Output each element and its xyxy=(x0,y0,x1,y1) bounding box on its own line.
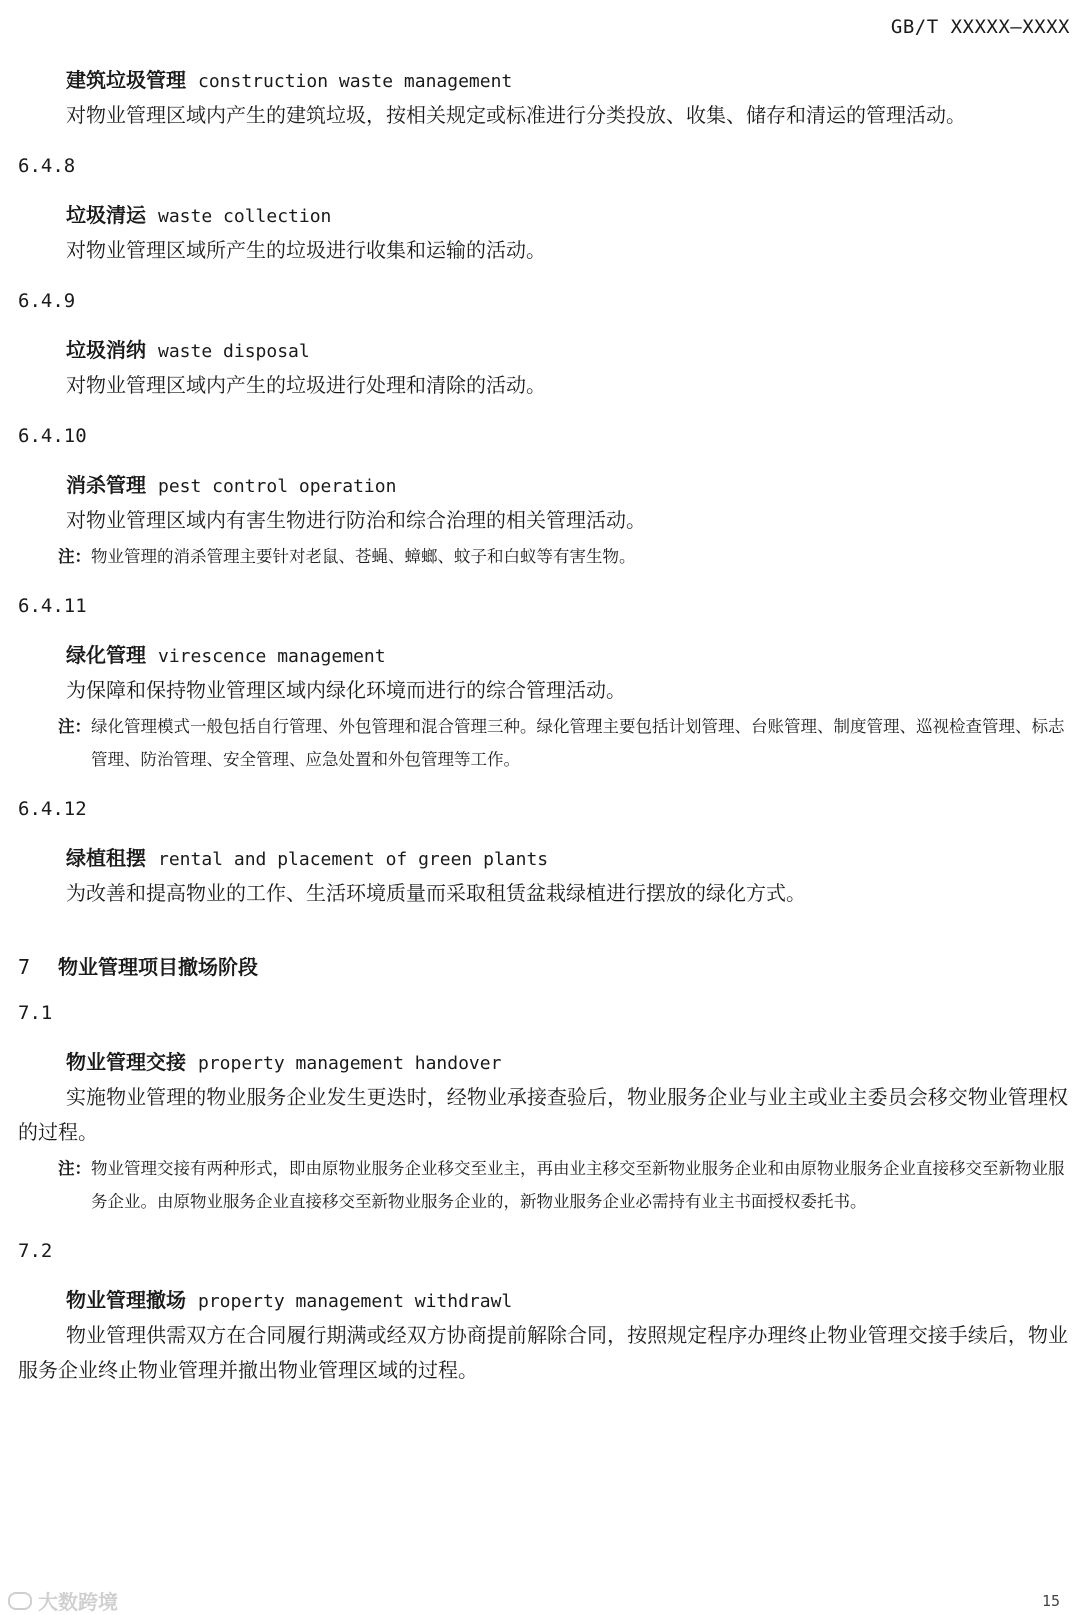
term-english: waste disposal xyxy=(158,341,310,362)
term-heading xyxy=(18,334,1068,368)
term-chinese: 垃圾清运 xyxy=(66,203,146,227)
term-heading xyxy=(18,64,1068,98)
term-chinese: 物业管理撤场 xyxy=(66,1288,186,1312)
term-entry xyxy=(18,595,1068,776)
note-text: 绿化管理模式一般包括自行管理、外包管理和混合管理三种。绿化管理主要包括计划管理、台账管理、制度管理、巡视检查管理、标志管理、防治管理、安全管理、应急处置和外包管理等工作。 xyxy=(91,717,1065,769)
term-definition: 实施物业管理的物业服务企业发生更迭时，经物业承接查验后，物业服务企业与业主或业主委员会移交物业管理权的过程。 xyxy=(18,1085,1068,1144)
term-entry xyxy=(18,798,1068,911)
term-chinese: 绿化管理 xyxy=(66,643,146,667)
term-entry xyxy=(18,290,1068,403)
clause-number: 6.4.12 xyxy=(18,798,87,820)
note-label: 注： xyxy=(58,1159,91,1178)
watermark-logo xyxy=(8,1586,118,1615)
term-heading xyxy=(18,1284,1068,1318)
note-text: 物业管理的消杀管理主要针对老鼠、苍蝇、蟑螂、蚊子和白蚁等有害生物。 xyxy=(91,547,636,566)
term-chinese: 消杀管理 xyxy=(66,473,146,497)
term-note xyxy=(18,540,1068,573)
page-number: 15 xyxy=(1041,1592,1060,1610)
term-heading xyxy=(18,199,1068,233)
watermark-text: 大数跨境 xyxy=(38,1590,118,1614)
term-entry xyxy=(18,1002,1068,1218)
term-definition: 为改善和提高物业的工作、生活环境质量而采取租赁盆栽绿植进行摆放的绿化方式。 xyxy=(66,881,806,905)
term-definition: 对物业管理区域所产生的垃圾进行收集和运输的活动。 xyxy=(66,238,546,262)
term-definition: 对物业管理区域内产生的垃圾进行处理和清除的活动。 xyxy=(66,373,546,397)
term-note xyxy=(18,1152,1068,1218)
document-body xyxy=(18,64,1068,1388)
term-entry xyxy=(18,64,1068,133)
section-number: 7 xyxy=(18,955,31,979)
term-chinese: 垃圾消纳 xyxy=(66,338,146,362)
term-english: waste collection xyxy=(158,206,332,227)
term-definition: 物业管理供需双方在合同履行期满或经双方协商提前解除合同，按照规定程序办理终止物业管理交接手续后，物业服务企业终止物业管理并撤出物业管理区域的过程。 xyxy=(18,1323,1068,1382)
term-heading xyxy=(18,469,1068,503)
clause-number: 6.4.8 xyxy=(18,155,76,177)
term-chinese: 建筑垃圾管理 xyxy=(66,68,186,92)
term-heading xyxy=(18,1046,1068,1080)
term-definition: 为保障和保持物业管理区域内绿化环境而进行的综合管理活动。 xyxy=(66,678,626,702)
term-english: construction waste management xyxy=(198,71,513,92)
standard-code-header: GB/T XXXXX—XXXX xyxy=(890,16,1070,38)
term-english: pest control operation xyxy=(158,476,397,497)
term-entry xyxy=(18,425,1068,573)
term-heading xyxy=(18,842,1068,876)
term-heading xyxy=(18,639,1068,673)
term-definition: 对物业管理区域内产生的建筑垃圾，按相关规定或标准进行分类投放、收集、储存和清运的管理活动。 xyxy=(66,103,966,127)
section-heading xyxy=(18,951,1068,980)
term-note xyxy=(18,710,1068,776)
note-label: 注： xyxy=(58,717,91,736)
clause-number: 7.2 xyxy=(18,1240,53,1262)
clause-number: 6.4.9 xyxy=(18,290,76,312)
term-definition: 对物业管理区域内有害生物进行防治和综合治理的相关管理活动。 xyxy=(66,508,646,532)
term-entry xyxy=(18,155,1068,268)
note-label: 注： xyxy=(58,547,91,566)
term-english: property management handover xyxy=(198,1053,502,1074)
clause-number: 6.4.10 xyxy=(18,425,87,447)
term-chinese: 绿植租摆 xyxy=(66,846,146,870)
term-entry xyxy=(18,1240,1068,1388)
watermark-icon xyxy=(8,1592,32,1610)
term-english: property management withdrawl xyxy=(198,1291,513,1312)
note-text: 物业管理交接有两种形式，即由原物业服务企业移交至业主，再由业主移交至新物业服务企业和由原物业服务企业直接移交至新物业服务企业。由原物业服务企业直接移交至新物业服务企业的，新物业服务企业必需持有业主书面授权委托书。 xyxy=(91,1159,1065,1211)
term-english: rental and placement of green plants xyxy=(158,849,549,870)
clause-number: 6.4.11 xyxy=(18,595,87,617)
term-chinese: 物业管理交接 xyxy=(66,1050,186,1074)
section-title: 物业管理项目撤场阶段 xyxy=(58,955,259,979)
clause-number: 7.1 xyxy=(18,1002,53,1024)
term-english: virescence management xyxy=(158,646,386,667)
